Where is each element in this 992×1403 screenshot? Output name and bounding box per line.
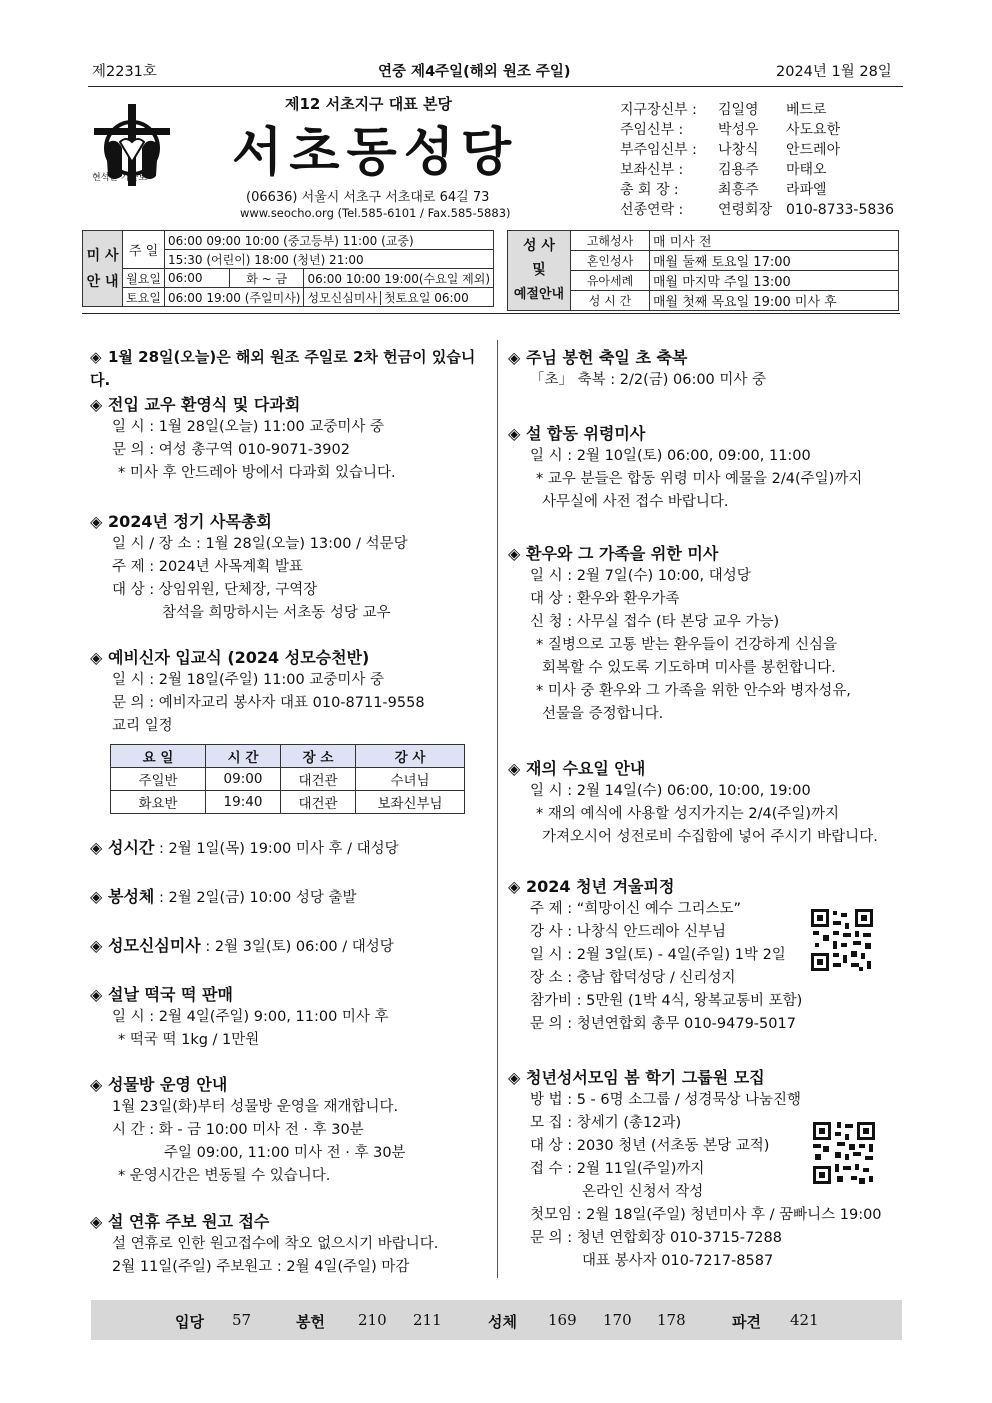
- mass-label: [83, 231, 123, 307]
- sunday-times-1: 06:00 09:00 10:00 (중고등부) 11:00 (교중): [164, 231, 493, 250]
- notice-catechumen: [90, 646, 495, 738]
- sunday-times-2: 15:30 (어린이) 18:00 (청년) 21:00: [164, 250, 493, 269]
- notice-gift-shop: [90, 1073, 495, 1188]
- notice-line: : 2월 2일(금) 10:00 성당 출발: [154, 890, 357, 906]
- notice-line: 신 청 : 사무실 접수 (타 본당 교우 가능): [530, 614, 780, 630]
- notice-line: 2월 11일(주일) 주보원고 : 2월 4일(주일) 마감: [112, 1259, 410, 1275]
- liturgical-sunday: 연중 제4주일(해외 원조 주일): [378, 64, 571, 80]
- table-cell: 주일반: [111, 768, 206, 791]
- diamond-bullet-icon: ◈: [90, 936, 103, 955]
- diamond-bullet-icon: ◈: [508, 544, 521, 563]
- notice-heading: 설날 떡국 떡 판매: [108, 985, 233, 1004]
- issue-number: 제2231호: [92, 64, 157, 80]
- sacrament-label-2: 및: [532, 262, 546, 278]
- notice-line: 설 연휴로 인한 원고접수에 착오 없으시기 바랍니다.: [112, 1236, 439, 1252]
- notice-line: 일 시 : 2월 14일(수) 06:00, 10:00, 19:00: [530, 783, 811, 799]
- clergy-saint: 사도요한: [786, 122, 841, 138]
- saturday-times: 06:00 19:00 (주일미사): [164, 288, 304, 307]
- notice-line: 일 시 : 2월 18일(주일) 11:00 교중미사 중: [112, 672, 385, 688]
- notice-line: 「초」 축복 : 2/2(금) 06:00 미사 중: [530, 372, 767, 388]
- mass-schedule-table: [82, 230, 494, 307]
- sunday-label: 주 일: [123, 231, 165, 269]
- footer-label-communion: 성체: [488, 1313, 517, 1331]
- notice-line: 일 시 : 2월 7일(수) 10:00, 대성당: [530, 568, 751, 584]
- notice-heading: 2024년 정기 사목총회: [108, 512, 272, 531]
- notice-line: 방 법 : 5 - 6명 소그룹 / 성경묵상 나눔진행: [530, 1092, 802, 1108]
- hymn-number: 170: [603, 1311, 632, 1329]
- clergy-name: 최흥주: [718, 182, 759, 198]
- monday-label: 월요일: [123, 269, 165, 288]
- sacrament-name: 성 시 간: [571, 291, 650, 311]
- notice-line: 접 수 : 2월 11일(주일)까지: [530, 1161, 705, 1177]
- parish-website: www.seocho.org (Tel.585-6101 / Fax.585-5883): [240, 206, 511, 220]
- clergy-name: 김일영: [718, 102, 759, 118]
- hymn-number: 210: [358, 1311, 387, 1329]
- notice-holy-hour: [90, 836, 495, 861]
- sacrament-label-3: 예절안내: [513, 287, 565, 302]
- diamond-bullet-icon: ◈: [90, 512, 103, 531]
- church-logo-icon: [92, 98, 192, 214]
- notice-heading: 전입 교우 환영식 및 다과회: [108, 395, 301, 414]
- clergy-role: 부주임신부 :: [620, 142, 697, 158]
- notice-line: * 재의 예식에 사용할 성지가지는 2/4(주일)까지: [536, 806, 840, 822]
- qr-code-icon[interactable]: [809, 907, 875, 973]
- footer-label-entrance: 입당: [175, 1313, 204, 1331]
- clergy-name: 박성우: [718, 122, 759, 138]
- column-divider: [497, 340, 498, 1278]
- diamond-bullet-icon: ◈: [90, 838, 103, 857]
- clergy-saint: 마태오: [786, 162, 827, 178]
- notice-line: 장 소 : 충남 합덕성당 / 신리성지: [530, 970, 736, 986]
- notice-heading: 봉성체: [108, 887, 155, 906]
- diamond-bullet-icon: ◈: [90, 1075, 103, 1094]
- logo-caption: 현석문 가롤로: [92, 173, 148, 183]
- sacrament-time: 매월 첫째 목요일 19:00 미사 후: [650, 291, 899, 311]
- parish-address: (06636) 서울시 서초구 서초대로 64길 73: [246, 190, 490, 205]
- notice-line: 교리 일정: [112, 718, 173, 734]
- notice-line: * 운영시간은 변동될 수 있습니다.: [118, 1168, 331, 1184]
- table-row: [111, 791, 465, 814]
- notice-line: 사무실에 사전 접수 바랍니다.: [542, 494, 729, 510]
- clergy-name: 연령회장: [718, 202, 773, 218]
- hymn-number: 178: [657, 1311, 686, 1329]
- notice-line: 선물을 증정합니다.: [542, 706, 664, 722]
- notice-line: 일 시 : 2월 10일(토) 06:00, 09:00, 11:00: [530, 448, 811, 464]
- liturgy-hymn-bar: [91, 1300, 902, 1340]
- sacrament-label: [508, 231, 571, 311]
- clergy-role: 주임신부 :: [620, 122, 684, 138]
- notice-sick-mass: [508, 542, 903, 726]
- hymn-number: 421: [790, 1311, 819, 1329]
- table-header-cell: 요 일: [111, 745, 206, 768]
- header-bottom-rule: [82, 313, 900, 314]
- clergy-saint: 라파엘: [786, 182, 827, 198]
- notice-bulletin-deadline: [90, 1210, 495, 1279]
- mass-label-2: 안 내: [86, 273, 119, 290]
- clergy-role: 선종연락 :: [620, 202, 684, 218]
- table-cell: 09:00: [206, 768, 281, 791]
- notice-line: 주일 09:00, 11:00 미사 전 · 후 30분: [164, 1145, 406, 1161]
- notice-heading: 성물방 운영 안내: [108, 1075, 228, 1094]
- notice-line: 문 의 : 청년연합회 총무 010-9479-5017: [530, 1016, 796, 1032]
- clergy-role: 지구장신부 :: [620, 102, 697, 118]
- first-saturday-time: 첫토요일 06:00: [380, 291, 469, 305]
- notice-line: 주 제 : 2024년 사목계획 발표: [112, 559, 303, 575]
- saturday-label: 토요일: [123, 288, 165, 307]
- notice-line: : 2월 3일(토) 06:00 / 대성당: [200, 939, 394, 955]
- notice-heading: 예비신자 입교식 (2024 성모승천반): [108, 648, 370, 667]
- notice-heading: 청년성서모임 봄 학기 그룹원 모집: [526, 1068, 765, 1087]
- notice-heading: 환우와 그 가족을 위한 미사: [526, 544, 719, 563]
- clergy-row: [620, 120, 894, 140]
- diamond-bullet-icon: ◈: [90, 1212, 103, 1231]
- sacrament-name: 고해성사: [571, 231, 650, 251]
- clergy-saint: 베드로: [786, 102, 827, 118]
- notice-heading: 2024 청년 겨울피정: [526, 877, 675, 896]
- clergy-row: [620, 140, 894, 160]
- clergy-row: [620, 180, 894, 200]
- notice-heading: 성모신심미사: [108, 936, 201, 955]
- notice-line: 첫모임 : 2월 18일(주일) 청년미사 후 / 꿈빠니스 19:00: [530, 1207, 882, 1223]
- notice-rice-cake: [90, 983, 495, 1052]
- clergy-role: 총 회 장 :: [620, 182, 679, 198]
- notice-line: 가져오시어 성전로비 수집함에 넣어 주시기 바랍니다.: [542, 829, 878, 845]
- notice-line: * 교우 분들은 합동 위령 미사 예물을 2/4(주일)까지: [536, 471, 863, 487]
- notice-line: 일 시 / 장 소 : 1월 28일(오늘) 13:00 / 석문당: [112, 536, 408, 552]
- notice-line: 대 상 : 2030 청년 (서초동 본당 교적): [530, 1138, 770, 1154]
- notice-line: 참가비 : 5만원 (1박 4식, 왕복교통비 포함): [530, 993, 803, 1009]
- notice-line: 모 집 : 창세기 (총12과): [530, 1115, 682, 1131]
- notice-text: 1월 28일(오늘)은 해외 원조 주일로 2차 헌금이 있습니다.: [90, 348, 476, 389]
- catechism-schedule-table: [110, 744, 465, 814]
- table-row: [111, 768, 465, 791]
- first-saturday: [304, 288, 494, 307]
- top-rule: [88, 86, 903, 87]
- notice-line: 주 제 : “희망이신 예수 그리스도”: [530, 901, 742, 917]
- notice-line: 대 상 : 환우와 환우가족: [530, 591, 680, 607]
- diamond-bullet-icon: ◈: [90, 395, 103, 414]
- notice-memorial-mass: [508, 422, 903, 514]
- diamond-bullet-icon: ◈: [508, 348, 521, 367]
- notice-line: 강 사 : 나창식 안드레아 신부님: [530, 924, 727, 940]
- diamond-bullet-icon: ◈: [508, 759, 521, 778]
- sacrament-name: 유아세례: [571, 271, 650, 291]
- notice-heading: 성시간: [108, 838, 155, 857]
- diamond-bullet-icon: ◈: [90, 348, 102, 366]
- notice-line: 온라인 신청서 작성: [582, 1184, 704, 1200]
- notice-line: 회복할 수 있도록 기도하며 미사를 봉헌합니다.: [542, 660, 836, 676]
- notice-line: * 질병으로 고통 받는 환우들이 건강하게 신심을: [536, 637, 838, 653]
- notice-heading: 설 연휴 주보 원고 접수: [108, 1212, 270, 1231]
- sacraments-table: [507, 230, 899, 311]
- sacrament-time: 매월 둘째 토요일 17:00: [650, 251, 899, 271]
- notice-candle-blessing: [508, 346, 903, 392]
- sacrament-time: 매 미사 전: [650, 231, 899, 251]
- clergy-saint: 안드레아: [786, 142, 841, 158]
- notice-heading: 설 합동 위령미사: [526, 424, 646, 443]
- footer-label-offertory: 봉헌: [296, 1313, 325, 1331]
- heart-mass-label: 성모신심미사: [307, 290, 378, 305]
- clergy-role: 보좌신부 :: [620, 162, 684, 178]
- diamond-bullet-icon: ◈: [90, 887, 103, 906]
- table-cell: 보좌신부님: [356, 791, 465, 814]
- footer-label-recessional: 파견: [732, 1313, 761, 1331]
- notice-line: * 미사 중 환우와 그 가족을 위한 안수와 병자성유,: [536, 683, 851, 699]
- table-cell: 수녀님: [356, 768, 465, 791]
- diamond-bullet-icon: ◈: [508, 1068, 521, 1087]
- notice-line: 참석을 희망하시는 서초동 성당 교우: [162, 605, 391, 621]
- notice-line: 시 간 : 화 - 금 10:00 미사 전 · 후 30분: [112, 1122, 364, 1138]
- notice-line: 대표 봉사자 010-7217-8587: [582, 1253, 774, 1269]
- table-header-cell: 강 사: [356, 745, 465, 768]
- hymn-number: 211: [413, 1311, 442, 1329]
- hymn-number: 57: [232, 1311, 252, 1329]
- clergy-saint: 010-8733-5836: [786, 202, 895, 218]
- sacrament-name: 혼인성사: [571, 251, 650, 271]
- hymn-number: 169: [548, 1311, 577, 1329]
- weekday-times: 06:00 10:00 19:00(수요일 제외): [304, 269, 494, 288]
- notice-heading: 주님 봉헌 축일 초 축복: [526, 348, 688, 367]
- diamond-bullet-icon: ◈: [508, 424, 521, 443]
- notice-line: 문 의 : 청년 연합회장 010-3715-7288: [530, 1230, 782, 1246]
- notice-line: 일 시 : 2월 4일(주일) 9:00, 11:00 미사 후: [112, 1009, 389, 1025]
- issue-date: 2024년 1월 28일: [776, 64, 892, 80]
- table-cell: 19:40: [206, 791, 281, 814]
- notice-line: * 떡국 떡 1kg / 1만원: [118, 1032, 260, 1048]
- weekday-label: 화 ~ 금: [229, 269, 304, 288]
- notice-communion: [90, 885, 495, 910]
- sacrament-label-1: 성 사: [523, 238, 555, 254]
- parish-title: 서초동성당: [232, 123, 519, 183]
- notice-welcome: [90, 393, 495, 485]
- notice-ash-wednesday: [508, 757, 903, 849]
- notice-marian-mass: [90, 934, 495, 959]
- diamond-bullet-icon: ◈: [90, 985, 103, 1004]
- notice-heading: 재의 수요일 안내: [526, 759, 646, 778]
- clergy-row: [620, 160, 894, 180]
- clergy-name: 나창식: [718, 142, 759, 158]
- monday-time: 06:00: [164, 269, 229, 288]
- diamond-bullet-icon: ◈: [508, 877, 521, 896]
- clergy-row: [620, 100, 894, 120]
- notice-line: 문 의 : 예비자교리 봉사자 대표 010-8711-9558: [112, 695, 425, 711]
- table-cell: 대건관: [281, 791, 356, 814]
- notice-line: * 미사 후 안드레아 방에서 다과회 있습니다.: [118, 465, 396, 481]
- mass-label-1: 미 사: [86, 247, 119, 264]
- qr-code-icon[interactable]: [811, 1120, 877, 1186]
- notice-line: 대 상 : 상임위원, 단체장, 구역장: [112, 582, 318, 598]
- table-cell: 화요반: [111, 791, 206, 814]
- notice-line: 1월 23일(화)부터 성물방 운영을 재개합니다.: [112, 1099, 399, 1115]
- notice-overseas-aid: [90, 346, 495, 392]
- notice-line: 문 의 : 여성 총구역 010-9071-3902: [112, 442, 350, 458]
- notice-line: : 2월 1일(목) 19:00 미사 후 / 대성당: [154, 841, 399, 857]
- clergy-name: 김용주: [718, 162, 759, 178]
- table-cell: 대건관: [281, 768, 356, 791]
- clergy-row: [620, 200, 894, 220]
- clergy-list: [620, 100, 894, 220]
- deanery-subtitle: 제12 서초지구 대표 본당: [285, 95, 452, 113]
- notice-pastoral-assembly: [90, 510, 495, 625]
- table-header-cell: 장 소: [281, 745, 356, 768]
- diamond-bullet-icon: ◈: [90, 648, 103, 667]
- sacrament-time: 매월 마지막 주일 13:00: [650, 271, 899, 291]
- notice-line: 일 시 : 1월 28일(오늘) 11:00 교중미사 중: [112, 419, 385, 435]
- table-header-cell: 시 간: [206, 745, 281, 768]
- notice-line: 일 시 : 2월 3일(토) - 4일(주일) 1박 2일: [530, 947, 786, 963]
